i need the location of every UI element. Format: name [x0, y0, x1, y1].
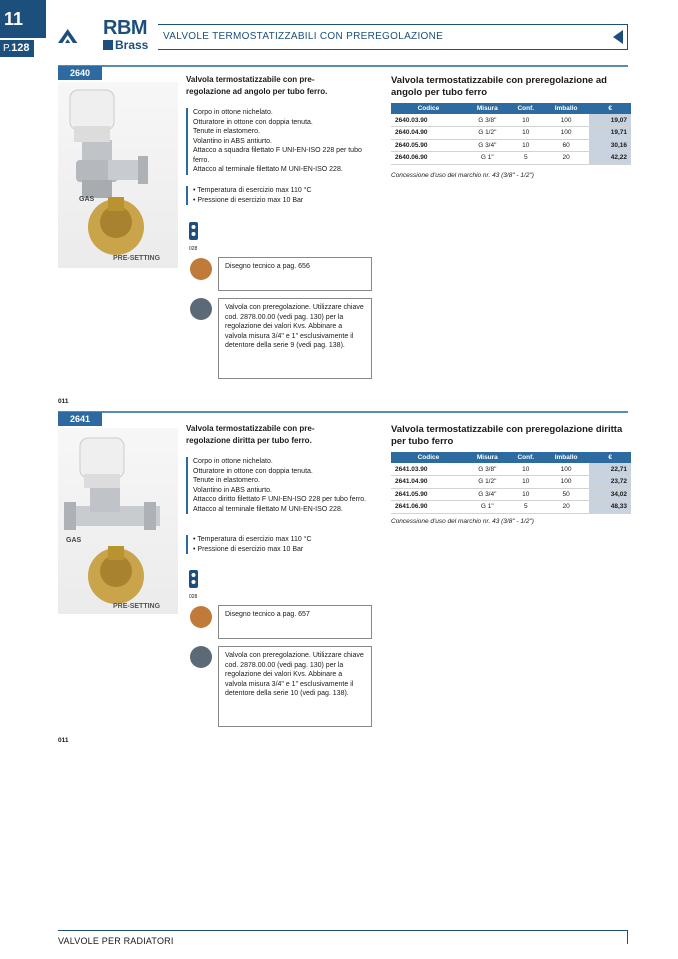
footer-title: VALVOLE PER RADIATORI: [58, 936, 174, 946]
col-header: €: [589, 452, 631, 463]
page-number: P.128: [0, 40, 34, 57]
product-title: Valvola termostatizzabile con pre-regolazione diritta per tubo ferro.: [186, 424, 315, 445]
drawing-reference: Disegno tecnico a pag. 657: [218, 605, 372, 639]
presetting-label: PRE-SETTING: [113, 255, 161, 262]
product-code-tab: 2641: [58, 412, 102, 426]
header-divider: [627, 24, 628, 50]
table-title: Valvola termostatizzabile con preregolazione ad angolo per tubo ferro: [391, 75, 607, 98]
product-image: [58, 428, 178, 614]
page-title: VALVOLE TERMOSTATIZZABILI CON PREREGOLAZIONE: [163, 31, 444, 42]
prev-page-icon[interactable]: [613, 30, 623, 44]
price-table: [391, 452, 631, 514]
rbm-logo-icon: [58, 18, 102, 54]
col-header: Codice: [391, 452, 466, 463]
table-row: 2641.05.90 G 3/4" 10 50 34,02: [391, 488, 631, 501]
table-row: 2641.03.90 G 3/8" 10 100 22,71: [391, 463, 631, 476]
col-header: Codice: [391, 103, 466, 114]
table-row: 2640.06.90 G 1" 5 20 42,22: [391, 152, 631, 165]
drawing-icon: [190, 258, 212, 280]
angle-valve-icon: [58, 82, 178, 268]
section-divider: [58, 411, 628, 413]
section-number: 11: [0, 0, 46, 38]
table-title: Valvola termostatizzabile con preregolazione diritta per tubo ferro: [391, 424, 623, 447]
col-header: Conf.: [509, 452, 543, 463]
concession-note: Concessione d'uso del marchio nr. 43 (3/8" - 1/2"): [391, 172, 534, 179]
col-header: Conf.: [509, 103, 543, 114]
price-table: [391, 103, 631, 165]
preset-note: Valvola con preregolazione. Utilizzare chiave cod. 2878.00.00 (vedi pag. 130) per la regolazione dei valori Kvs. Abbinare a valvola misura 3/4" e 1" esclusivamente il detentore della serie 10 (vedi pag. 138).: [218, 646, 372, 727]
certification-code: 028: [189, 594, 198, 600]
table-row: 2641.04.90 G 1/2" 10 100 23,72: [391, 476, 631, 489]
col-header: Misura: [466, 103, 509, 114]
drawing-reference: Disegno tecnico a pag. 656: [218, 257, 372, 291]
section-divider: [58, 65, 628, 67]
concession-note: Concessione d'uso del marchio nr. 43 (3/8" - 1/2"): [391, 518, 534, 525]
presetting-label: PRE-SETTING: [113, 603, 161, 610]
brand-sub: Brass: [103, 38, 148, 52]
info-hand-icon: [190, 298, 212, 320]
straight-valve-icon: [58, 428, 178, 614]
gas-label: GAS: [66, 537, 82, 544]
product-description: Corpo in ottone nichelato. Otturatore in ottone con doppia tenuta. Tenute in elastomero. Volantino in ABS antiurto. Attacco diritto filettato F UNI-EN-ISO 228 per tubo ferro. Attacco al terminale filettato M UNI-EN-ISO 228.: [186, 457, 371, 514]
specs-list: • Temperatura di esercizio max 110 °C • Pressione di esercizio max 10 Bar: [186, 535, 312, 554]
product-code-tab: 2640: [58, 66, 102, 80]
brand-name: RBM: [103, 17, 148, 39]
footer-divider: [627, 930, 628, 944]
col-header: Imballo: [543, 103, 590, 114]
table-row: 2640.04.90 G 1/2" 10 100 19,71: [391, 127, 631, 140]
certification-code: 028: [189, 246, 198, 252]
category-code: 011: [58, 398, 69, 405]
product-image: [58, 82, 178, 268]
preset-note: Valvola con preregolazione. Utilizzare chiave cod. 2878.00.00 (vedi pag. 130) per la regolazione dei valori Kvs. Abbinare a valvola misura 3/4" e 1" esclusivamente il detentore della serie 9 (vedi pag. 138).: [218, 298, 372, 379]
product-description: Corpo in ottone nichelato. Otturatore in ottone con doppia tenuta. Tenute in elastomero. Volantino in ABS antiurto. Attacco a squadra filettato F UNI-EN-ISO 228 per tubo ferro. Attacco al terminale filettato M UNI-EN-ISO 228.: [186, 108, 371, 175]
info-hand-icon: [190, 646, 212, 668]
col-header: Misura: [466, 452, 509, 463]
specs-list: • Temperatura di esercizio max 110 °C • Pressione di esercizio max 10 Bar: [186, 186, 312, 205]
category-code: 011: [58, 737, 69, 744]
table-row: 2640.05.90 G 3/4" 10 60 30,16: [391, 139, 631, 152]
table-row: 2641.06.90 G 1" 5 20 48,33: [391, 501, 631, 514]
drawing-icon: [190, 606, 212, 628]
product-title: Valvola termostatizzabile con pre-regolazione ad angolo per tubo ferro.: [186, 75, 328, 96]
gas-label: GAS: [79, 196, 95, 203]
col-header: €: [589, 103, 631, 114]
table-row: 2640.03.90 G 3/8" 10 100 19,07: [391, 114, 631, 127]
col-header: Imballo: [543, 452, 590, 463]
